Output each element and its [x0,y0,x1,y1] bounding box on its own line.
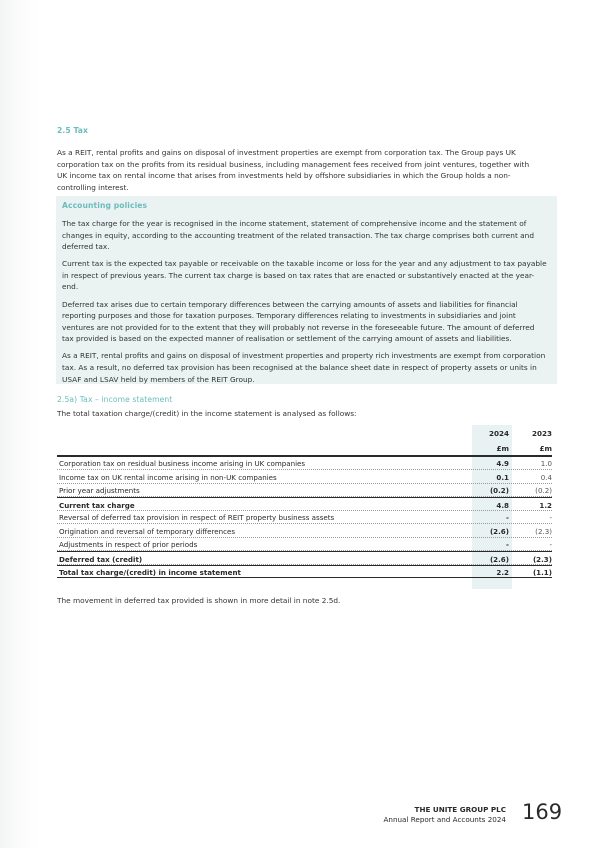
table-row [57,470,552,484]
table-row [57,524,552,538]
table-total-row [57,551,552,565]
value-2023: - [549,540,552,550]
table-row [57,457,552,471]
table-row [57,538,552,552]
page-number: 169 [522,800,563,824]
value-2024: 2.2 [496,568,509,578]
policy-paragraph: The tax charge for the year is recognised in the income statement, statement of comprehensive income and the statement of changes in equity, according to the accounting treatment of the related transaction. The tax charge comprises both current and deferred tax. [62,219,534,252]
row-label: Prior year adjustments [59,486,140,496]
header-2024: 2024 [488,429,509,438]
value-2023: 0.4 [540,472,552,482]
row-label: Current tax charge [59,500,135,510]
value-2023: - [549,513,552,523]
policy-paragraph: Deferred tax arises due to certain temporary differences between the carrying amounts of assets and liabilities for financial reporting purposes and those for taxation purposes. Temporary differences relating to investments in subsidiaries and joint ventures are not provided for to the extent that they will probably not reverse in the foreseeable future. The amount of deferred tax provided is based on the expected manner of realisation or settlement of the carrying amount of assets and liabilities. [62,299,535,344]
row-label: Reversal of deferred tax provision in respect of REIT property business assets [59,513,335,523]
value-2023: (2.3) [532,554,552,564]
value-2024: - [506,540,509,550]
tax-table [57,425,552,578]
value-2024: (2.6) [489,554,509,564]
section-intro: As a REIT, rental profits and gains on disposal of investment properties are exempt from corporation tax. The Group pays UK corporation tax on the profits from its residual business, including management fees received from joint ventures, together with UK income tax on rental income that arises from investments held by offshore subsidiaries in which the Group holds a non-controlling interest. [57,148,530,192]
subsection-title: 2.5a) Tax – income statement [57,395,173,404]
value-2024: 0.1 [496,472,509,482]
table-total-row [57,497,552,511]
table-header-unit-row [57,440,552,455]
value-2023: (1.1) [532,568,552,578]
table-total-row [57,565,552,579]
value-2023: (2.3) [535,526,552,536]
row-label: Total tax charge/(credit) in income statement [59,568,241,578]
value-2023: 1.2 [539,500,552,510]
value-2024: 4.8 [496,500,509,510]
row-label: Income tax on UK rental income arising in non-UK companies [59,472,277,482]
unit-2023: £m [539,444,552,453]
value-2024: (2.6) [489,526,509,536]
accounting-policies-title: Accounting policies [62,201,148,210]
value-2024: - [506,513,509,523]
policy-paragraph: Current tax is the expected tax payable or receivable on the taxable income or loss for the year and any adjustment to tax payable in respect of previous years. The current tax charge is based on tax rates that are enacted or substantively enacted at the year-end. [62,259,547,292]
section-title: 2.5 Tax [57,126,89,135]
row-label: Origination and reversal of temporary differences [59,526,236,536]
row-label: Adjustments in respect of prior periods [59,540,198,550]
table-header-year-row [57,425,552,440]
header-2023: 2023 [531,429,552,438]
value-2024: 4.9 [496,459,509,469]
unit-2024: £m [496,444,509,453]
footer-report-title: Annual Report and Accounts 2024 [383,815,506,824]
table-note: The movement in deferred tax provided is shown in more detail in note 2.5d. [57,596,341,605]
accounting-policies-box [56,196,557,384]
footer-company: THE UNITE GROUP PLC [414,805,506,814]
subsection-intro: The total taxation charge/(credit) in the income statement is analysed as follows: [57,409,357,418]
table-body [57,457,552,579]
table-row [57,511,552,525]
table-row [57,484,552,498]
row-label: Deferred tax (credit) [59,554,143,564]
value-2023: 1.0 [540,459,552,469]
row-label: Corporation tax on residual business income arising in UK companies [59,459,306,469]
value-2024: (0.2) [489,486,509,496]
policy-paragraph: As a REIT, rental profits and gains on disposal of investment properties and property rich investments are exempt from corporation tax. As a result, no deferred tax provision has been recognised at the balance sheet date in respect of property assets or units in USAF and LSAV held by members of the REIT Group. [62,351,546,384]
value-2023: (0.2) [535,486,552,496]
